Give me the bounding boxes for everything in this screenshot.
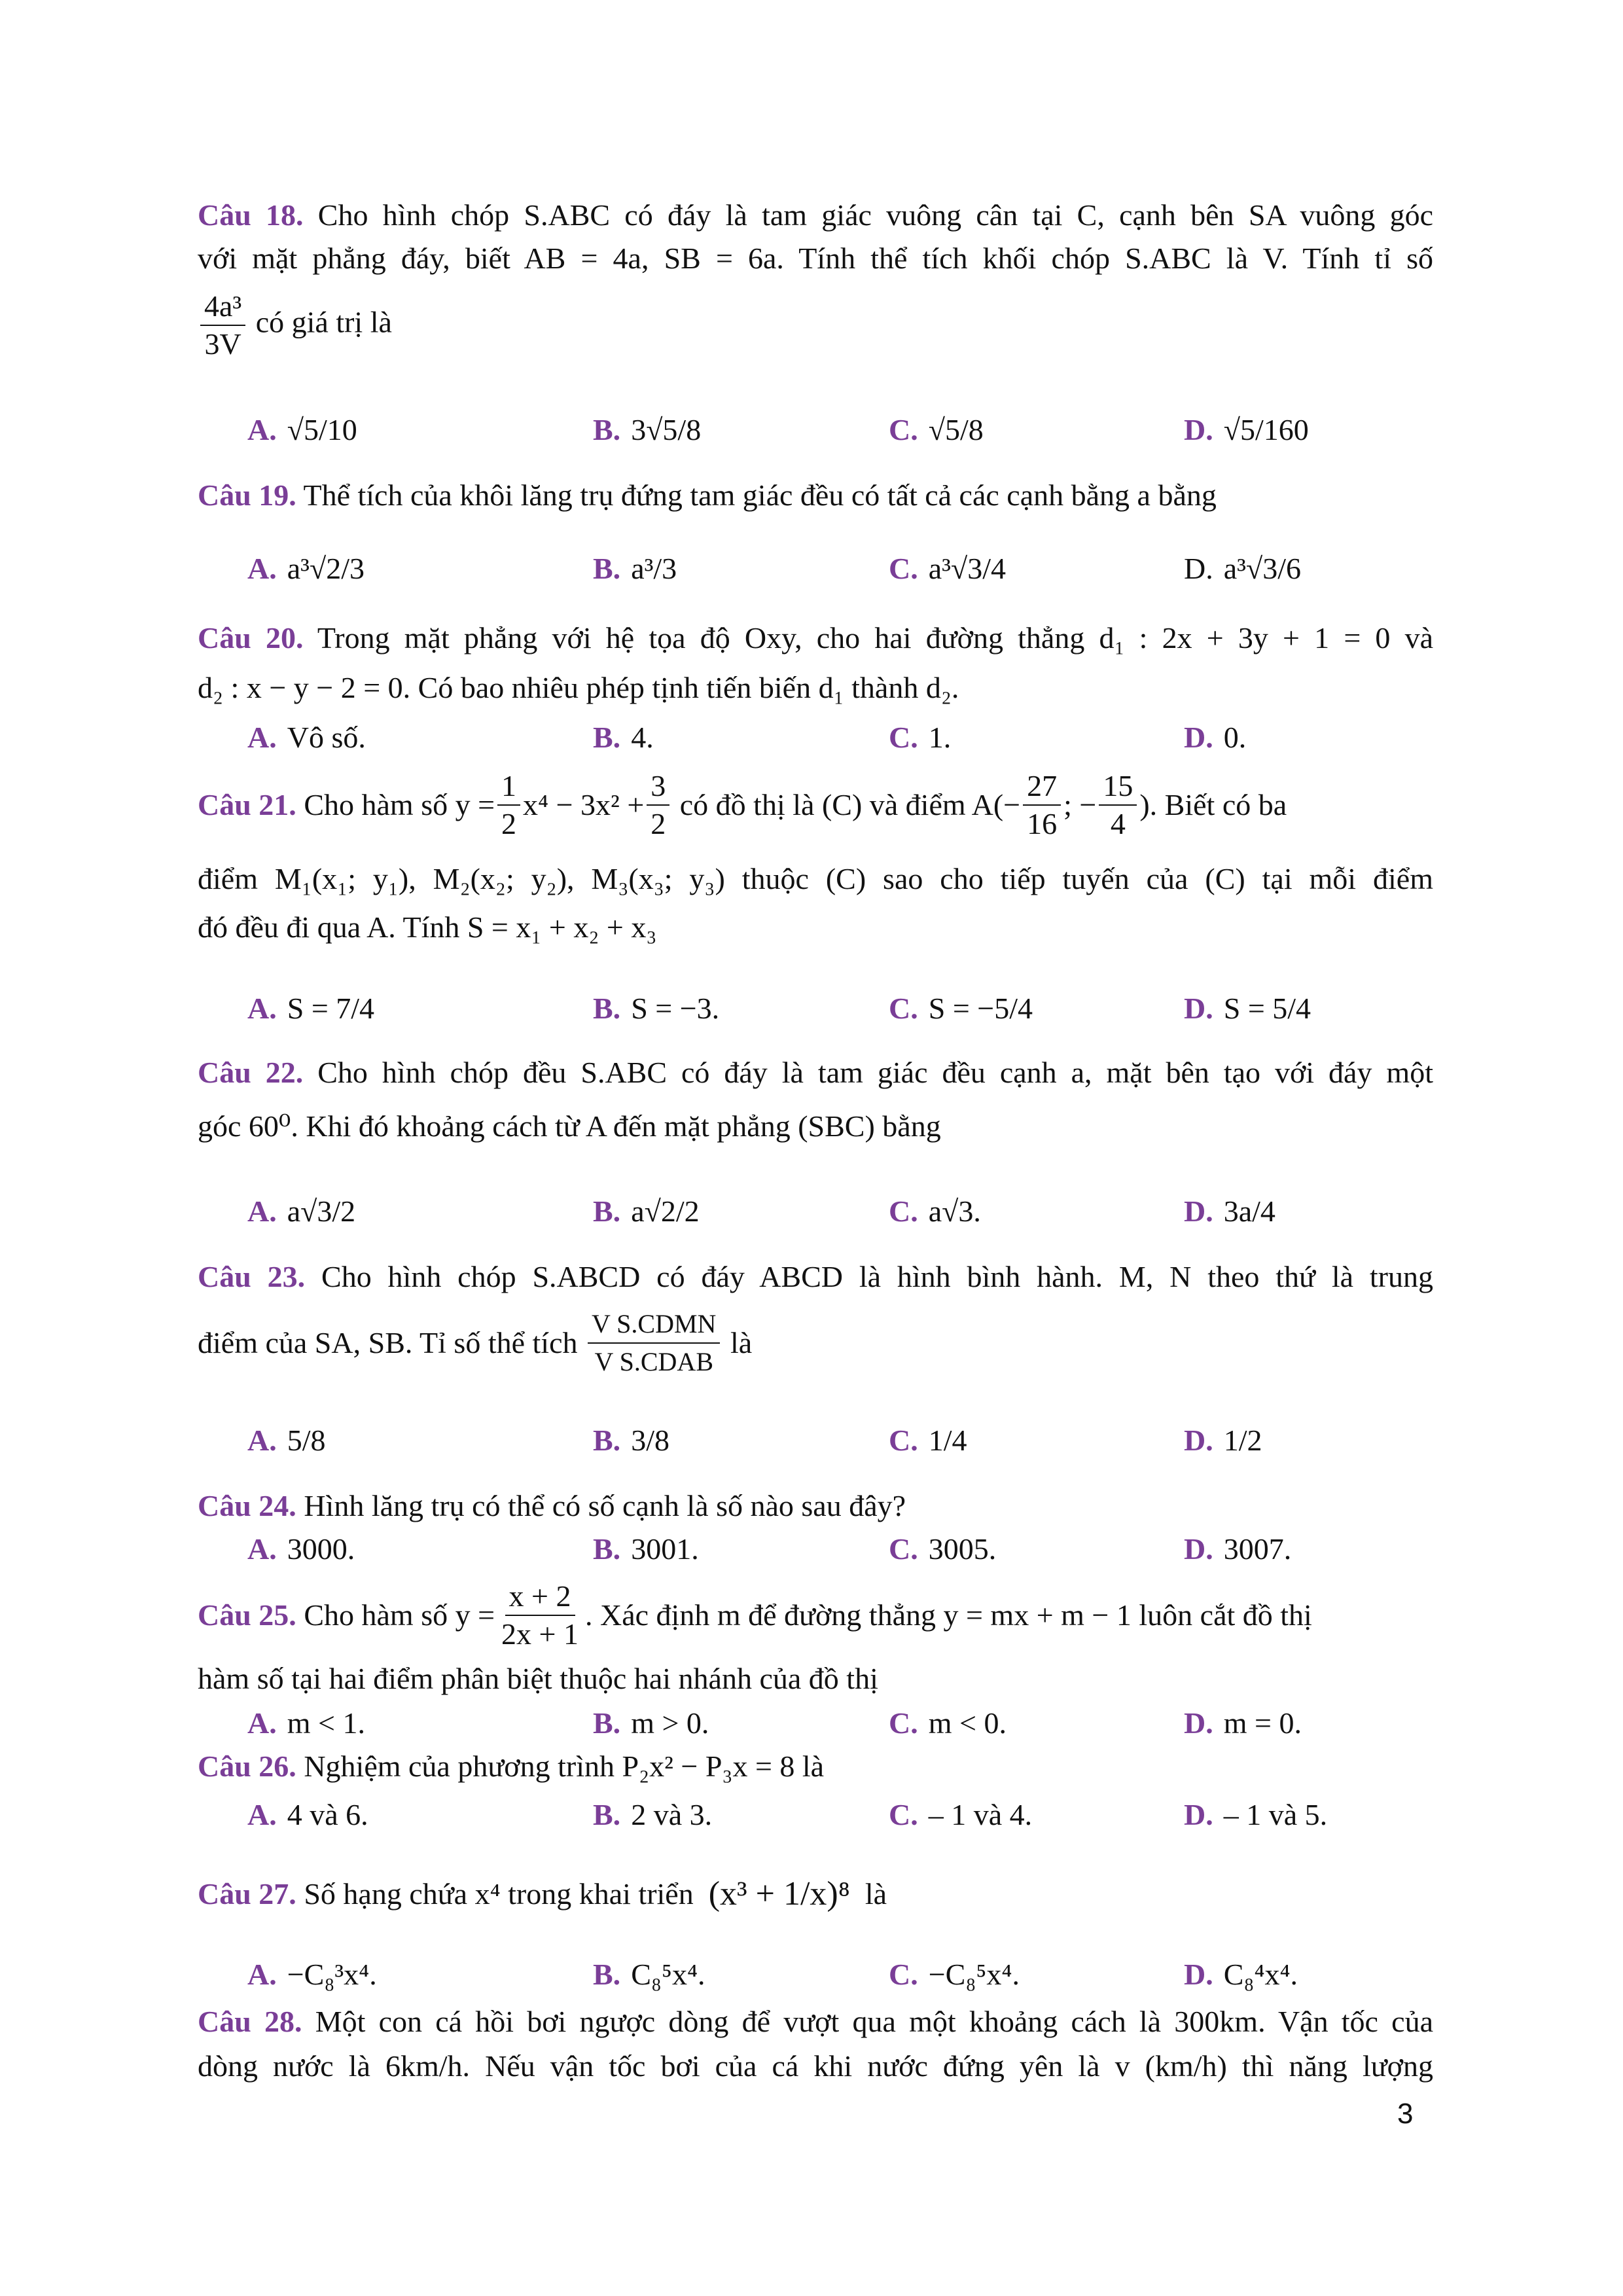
question-24-options — [247, 1528, 1433, 1571]
option-d[interactable]: D. 3007. — [1184, 1532, 1292, 1566]
question-18-line1: Câu 18. Cho hình chóp S.ABC có đáy là tam giác vuông cân tại C, cạnh bên SA vuông góc — [198, 198, 1434, 232]
option-c[interactable]: C. 3005. — [889, 1532, 997, 1566]
question-25-label: Câu 25. — [198, 1598, 296, 1632]
question-22-label: Câu 22. — [198, 1056, 304, 1089]
option-a[interactable]: A. m < 1. — [247, 1706, 365, 1740]
option-c[interactable]: C. – 1 và 4. — [889, 1798, 1033, 1831]
question-27-options — [247, 1953, 1433, 1996]
question-21-line3: đó đều đi qua A. Tính S = x₁ + x₂ + x₃ — [198, 910, 657, 944]
option-d[interactable]: D. 0. — [1184, 721, 1247, 754]
option-b[interactable]: B. a√2/2 — [593, 1194, 700, 1228]
question-23-line2: điểm của SA, SB. Tỉ số thể tích $\frac{\text{V S.CDMN}}{\text{V S.CDAB}}$ là — [198, 1302, 1433, 1384]
option-c[interactable]: C. −C₈⁵x⁴. — [889, 1958, 1020, 1991]
question-18-line3: $\frac{\text{4a³}}{3V}$ có giá trị là — [198, 288, 1433, 363]
option-d[interactable]: D. 1/2 — [1184, 1423, 1262, 1457]
question-19-label: Câu 19. — [198, 478, 296, 512]
question-25-line2: hàm số tại hai điểm phân biệt thuộc hai nhánh của đồ thị — [198, 1662, 878, 1695]
ratio-fraction: $\frac{\text{4a³}}{3V}$ — [200, 288, 245, 363]
question-27-label: Câu 27. — [198, 1877, 296, 1910]
question-22-line1: Câu 22. Cho hình chóp đều S.ABC có đáy là tam giác đều cạnh a, mặt bên tạo với đáy một — [198, 1056, 1433, 1089]
fraction: $\frac{3}{2}$ — [647, 768, 669, 842]
option-b[interactable]: B. S = −3. — [593, 991, 720, 1025]
question-26-options — [247, 1793, 1433, 1837]
option-a[interactable]: A. −C₈³x⁴. — [247, 1958, 377, 1991]
question-23-options — [247, 1407, 1433, 1473]
option-b[interactable]: B. 3/8 — [593, 1423, 669, 1457]
option-d[interactable]: D. √5/160 — [1184, 412, 1309, 446]
option-a[interactable]: A. S = 7/4 — [247, 991, 375, 1025]
question-23-label: Câu 23. — [198, 1260, 306, 1293]
option-a[interactable]: A. √5/10 — [247, 412, 357, 446]
option-a[interactable]: A. 4 và 6. — [247, 1798, 368, 1831]
option-a[interactable]: A. a√3/2 — [247, 1194, 356, 1228]
question-26-label: Câu 26. — [198, 1749, 296, 1783]
option-b[interactable]: B. m > 0. — [593, 1706, 709, 1740]
option-a[interactable]: A. 3000. — [247, 1532, 355, 1566]
question-20-line1: Câu 20. Trong mặt phẳng với hệ tọa độ Oxy, cho hai đường thẳng d₁ : 2x + 3y + 1 = 0 và — [198, 621, 1433, 655]
question-21-label: Câu 21. — [198, 788, 296, 821]
option-c[interactable]: C. a√3. — [889, 1194, 981, 1228]
option-c[interactable]: C. √5/8 — [889, 412, 984, 446]
question-23-line1: Câu 23. Cho hình chóp S.ABCD có đáy ABCD là hình bình hành. M, N theo thứ là trung — [198, 1260, 1433, 1293]
question-20-line2: d₂ : x − y − 2 = 0. Có bao nhiêu phép tịnh tiến biến d₁ thành d₂. — [198, 671, 959, 704]
option-a[interactable]: A. 5/8 — [247, 1423, 326, 1457]
question-21-line2: điểm M₁(x₁; y₁), M₂(x₂; y₂), M₃(x₃; y₃) thuộc (C) sao cho tiếp tuyến của (C) tại mỗi điểm — [198, 862, 1433, 895]
question-19-options — [247, 535, 1433, 601]
question-28-line2: dòng nước là 6km/h. Nếu vận tốc bơi của cá khi nước đứng yên là v (km/h) thì năng lượng — [198, 2049, 1433, 2083]
option-d[interactable]: D. 3a/4 — [1184, 1194, 1275, 1228]
question-18-options — [247, 397, 1433, 462]
option-b[interactable]: B. 2 và 3. — [593, 1798, 713, 1831]
fraction: $\frac{x + 2}{2x + 1}$ — [501, 1579, 579, 1651]
question-21-options — [247, 975, 1433, 1041]
option-d[interactable]: D. a³√3/6 — [1184, 551, 1301, 585]
fraction: $\frac{1}{2}$ — [497, 768, 520, 842]
question-28-line1: Câu 28. Một con cá hồi bơi ngược dòng để vượt qua một khoảng cách là 300km. Vận tốc của — [198, 2005, 1434, 2038]
question-24-label: Câu 24. — [198, 1489, 296, 1522]
question-28-label: Câu 28. — [198, 2005, 302, 2038]
option-a[interactable]: A. a³√2/3 — [247, 551, 365, 585]
option-b[interactable]: B. 3√5/8 — [593, 412, 702, 446]
question-18-label: Câu 18. — [198, 198, 304, 232]
option-c[interactable]: C. a³√3/4 — [889, 551, 1006, 585]
binomial-expression: (x³ + 1/x)⁸ — [708, 1875, 850, 1912]
option-c[interactable]: C. m < 0. — [889, 1706, 1007, 1740]
option-c[interactable]: C. 1/4 — [889, 1423, 967, 1457]
volume-ratio-fraction: $\frac{\text{V S.CDMN}}{\text{V S.CDAB}}$ — [588, 1306, 720, 1380]
question-22-line2: góc 60⁰. Khi đó khoảng cách từ A đến mặt phẳng (SBC) bằng — [198, 1109, 941, 1143]
option-b[interactable]: B. C₈⁵x⁴. — [593, 1958, 705, 1991]
fraction: $\frac{27}{16}$ — [1023, 768, 1061, 842]
option-b[interactable]: B. 4. — [593, 721, 654, 754]
question-20-label: Câu 20. — [198, 621, 304, 655]
question-25-options — [247, 1702, 1433, 1745]
fraction: $\frac{15}{4}$ — [1099, 768, 1137, 842]
option-b[interactable]: B. a³/3 — [593, 551, 677, 585]
question-24: Câu 24. Hình lăng trụ có thể có số cạnh là số nào sau đây? — [198, 1489, 906, 1522]
page-number: 3 — [1397, 2098, 1414, 2130]
question-27: Câu 27. Số hạng chứa x⁴ trong khai triển (x³ + 1/x)⁸ là — [198, 1854, 1433, 1935]
option-d[interactable]: D. C₈⁴x⁴. — [1184, 1958, 1298, 1991]
option-b[interactable]: B. 3001. — [593, 1532, 699, 1566]
question-26: Câu 26. Nghiệm của phương trình P₂x² − P₃x = 8 là — [198, 1749, 825, 1783]
question-20-options — [247, 716, 1433, 759]
question-19: Câu 19. Thể tích của khôi lăng trụ đứng tam giác đều có tất cả các cạnh bằng a bằng — [198, 478, 1217, 512]
option-c[interactable]: C. S = −5/4 — [889, 991, 1033, 1025]
question-25-line1: Câu 25. Cho hàm số y = $\frac{x + 2}{2x + 1}$ . Xác định m để đường thẳng y = mx + m − 1 luôn cắt đồ thị — [198, 1575, 1433, 1656]
question-21-line1: Câu 21. Cho hàm số y = $\frac{1}{2}$ x⁴ − 3x² + $\frac{3}{2}$ có đồ thị là (C) và điểm A(− $\frac{27}{16}$ ; − $\frac{15}{4}$ ). Biết có ba — [198, 764, 1433, 846]
option-d[interactable]: D. S = 5/4 — [1184, 991, 1311, 1025]
question-18-line2: với mặt phẳng đáy, biết AB = 4a, SB = 6a. Tính thể tích khối chóp S.ABC là V. Tính tỉ số — [198, 242, 1433, 275]
question-22-options — [247, 1178, 1433, 1244]
option-d[interactable]: D. – 1 và 5. — [1184, 1798, 1328, 1831]
option-a[interactable]: A. Vô số. — [247, 721, 366, 754]
option-c[interactable]: C. 1. — [889, 721, 952, 754]
option-d[interactable]: D. m = 0. — [1184, 1706, 1302, 1740]
